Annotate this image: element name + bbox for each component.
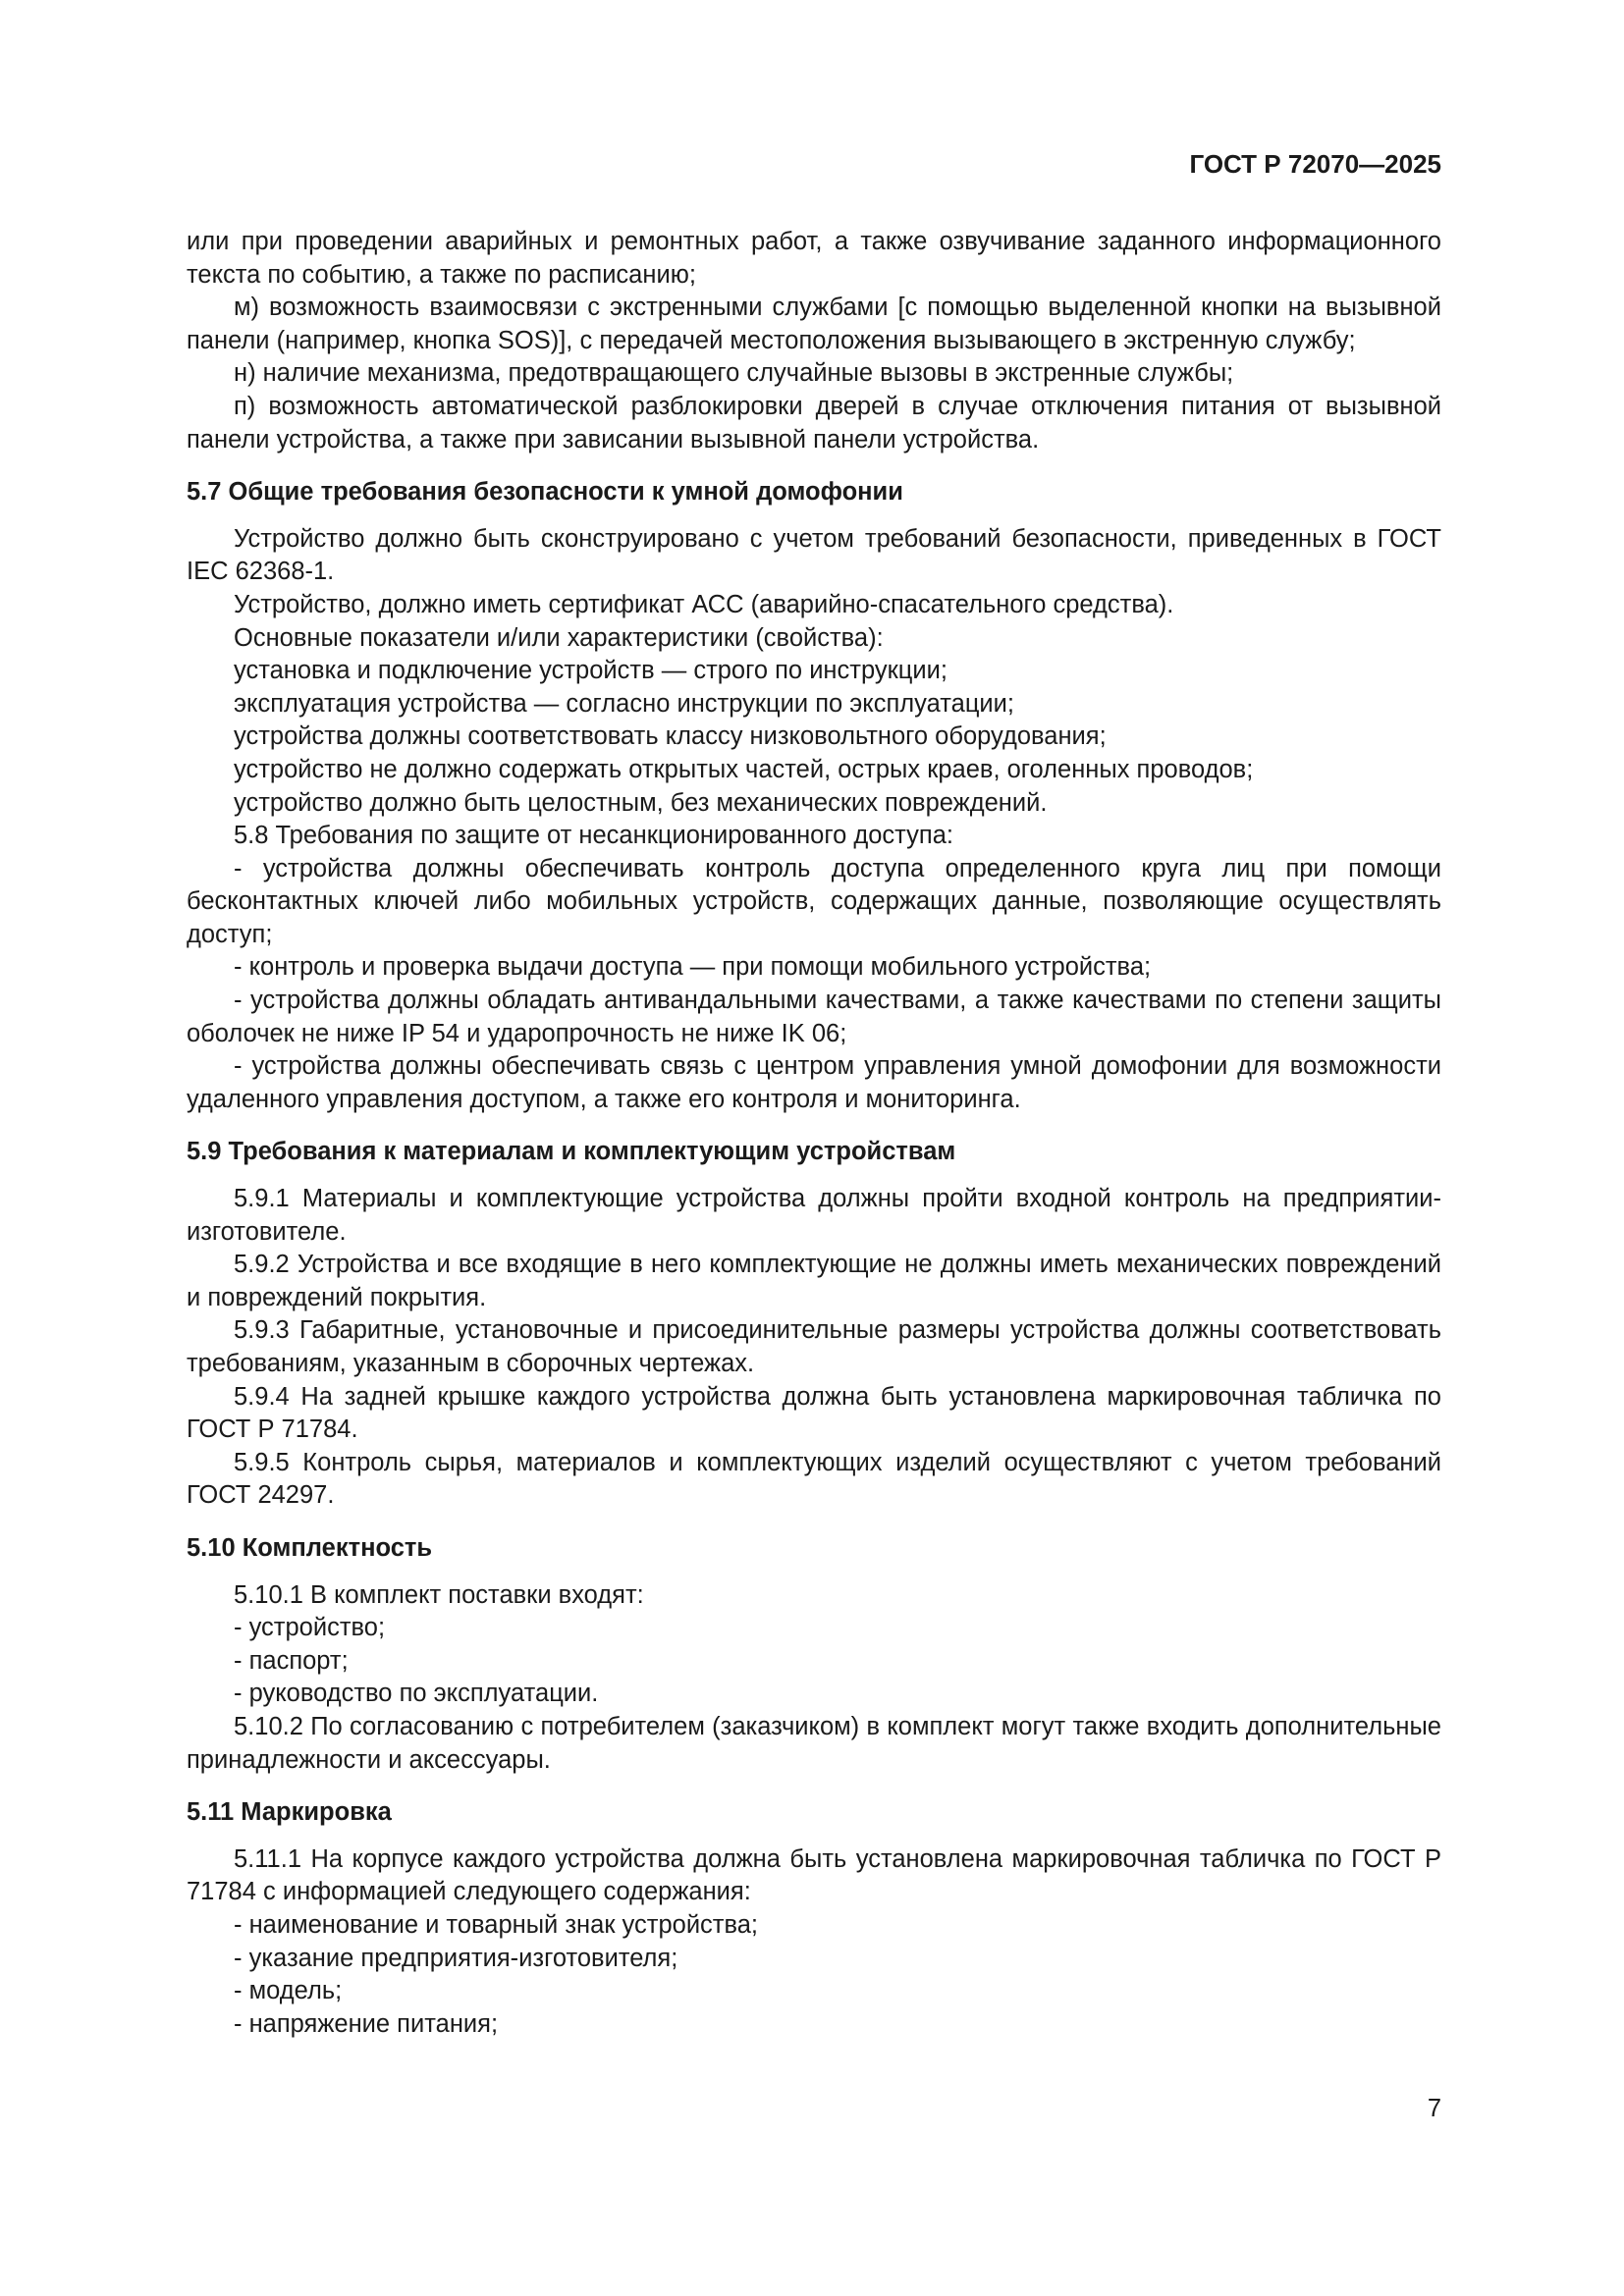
page-number: 7: [1427, 2095, 1441, 2122]
section-heading-5-11: 5.11 Маркировка: [187, 1798, 392, 1827]
paragraph: 5.10.1 В комплект поставки входят:: [234, 1580, 644, 1609]
paragraph: Устройство должно быть сконструировано с учетом требований безопасности, приведенных в ГОСТ IEC 62368-1.: [187, 524, 1441, 586]
paragraph: 5.9.1 Материалы и комплектующие устройства должны пройти входной контроль на предприятии-изготовителе.: [187, 1185, 1441, 1246]
paragraph: установка и подключение устройств — строго по инструкции;: [234, 657, 947, 685]
paragraph: или при проведении аварийных и ремонтных работ, а также озвучивание заданного информационного текста по событию, а также по расписанию;: [187, 228, 1441, 289]
list-item: - руководство по эксплуатации.: [234, 1680, 599, 1708]
paragraph: п) возможность автоматической разблокировки дверей в случае отключения питания от вызывной панели устройства, а также при зависании вызывной панели устройства.: [187, 392, 1441, 454]
list-item: - устройства должны обладать антивандальными качествами, а также качествами по степени защиты оболочек не ниже IP 54 и ударопрочность не ниже IK 06;: [187, 987, 1441, 1047]
paragraph: Основные показатели и/или характеристики (свойства):: [234, 623, 884, 652]
paragraph: устройства должны соответствовать классу низковольтного оборудования;: [234, 722, 1107, 751]
paragraph: эксплуатация устройства — согласно инструкции по эксплуатации;: [234, 689, 1014, 718]
list-item: - контроль и проверка выдачи доступа — при помощи мобильного устройства;: [234, 953, 1152, 982]
paragraph: 5.8 Требования по защите от несанкционированного доступа:: [234, 822, 953, 850]
paragraph: 5.11.1 На корпусе каждого устройства должна быть установлена маркировочная табличка по ГОСТ Р 71784 с информацией следующего содержания:: [187, 1844, 1441, 1906]
section-heading-5-9: 5.9 Требования к материалам и комплектующим устройствам: [187, 1138, 956, 1166]
paragraph: 5.9.4 На задней крышке каждого устройства должна быть установлена маркировочная табличка по ГОСТ Р 71784.: [187, 1382, 1441, 1444]
paragraph: 5.9.5 Контроль сырья, материалов и комплектующих изделий осуществляют с учетом требований ГОСТ 24297.: [187, 1448, 1441, 1510]
document-body: [187, 226, 1441, 2041]
list-item: - наименование и товарный знак устройства;: [234, 1910, 759, 1939]
document-id: ГОСТ Р 72070—2025: [1189, 149, 1441, 179]
paragraph: н) наличие механизма, предотвращающего случайные вызовы в экстренные службы;: [234, 359, 1234, 388]
paragraph: 5.9.2 Устройства и все входящие в него комплектующие не должны иметь механических повреждений и повреждений покрытия.: [187, 1251, 1441, 1311]
paragraph: устройство не должно содержать открытых частей, острых краев, оголенных проводов;: [234, 755, 1254, 783]
section-heading-5-7: 5.7 Общие требования безопасности к умной домофонии: [187, 478, 903, 507]
list-item: - паспорт;: [234, 1646, 349, 1675]
list-item: - устройства должны обеспечивать связь с центром управления умной домофонии для возможности удаленного управления доступом, а также его контроля и мониторинга.: [187, 1052, 1441, 1113]
list-item: - устройство;: [234, 1614, 386, 1642]
list-item: - модель;: [234, 1977, 343, 2005]
paragraph: м) возможность взаимосвязи с экстренными службами [с помощью выделенной кнопки на вызывной панели (например, кнопка SOS)], с передачей местоположения вызывающего в экстренную службу;: [187, 294, 1441, 354]
paragraph: Устройство, должно иметь сертификат АСС (аварийно-спасательного средства).: [234, 590, 1174, 618]
list-item: - устройства должны обеспечивать контроль доступа определенного круга лиц при помощи бесконтактных ключей либо мобильных устройств, содержащих данные, позволяющие осуществлять доступ;: [187, 854, 1441, 948]
paragraph: 5.9.3 Габаритные, установочные и присоединительные размеры устройства должны соответствовать требованиям, указанным в сборочных чертежах.: [187, 1316, 1441, 1377]
section-heading-5-10: 5.10 Комплектность: [187, 1533, 433, 1562]
list-item: - указание предприятия-изготовителя;: [234, 1944, 678, 1972]
paragraph: 5.10.2 По согласованию с потребителем (заказчиком) в комплект могут также входить дополнительные принадлежности и аксессуары.: [187, 1712, 1441, 1774]
paragraph: устройство должно быть целостным, без механических повреждений.: [234, 788, 1048, 817]
list-item: - напряжение питания;: [234, 2009, 499, 2038]
